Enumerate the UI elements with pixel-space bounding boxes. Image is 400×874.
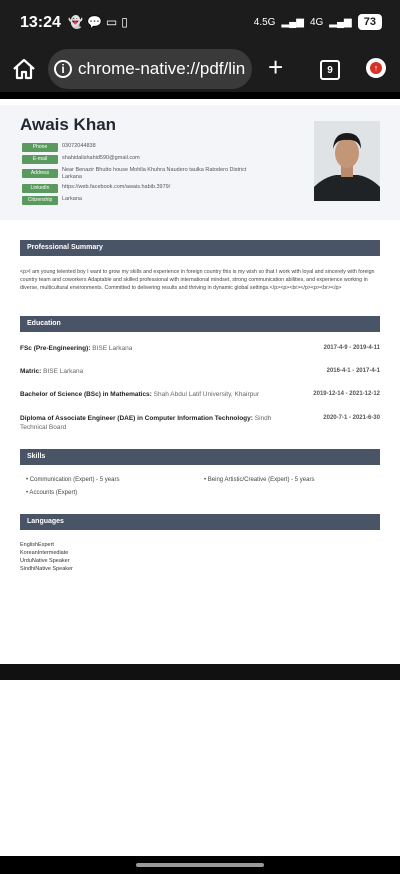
contact-row xyxy=(22,155,262,164)
contact-label: Citizenship xyxy=(22,196,58,205)
section-skills: Skills xyxy=(20,449,380,465)
status-time: 13:24 xyxy=(20,14,61,31)
contact-row xyxy=(22,167,262,181)
resume-name: Awais Khan xyxy=(20,115,117,134)
contact-list xyxy=(22,143,262,208)
notification-icons xyxy=(68,15,128,29)
contact-label: Address xyxy=(22,169,58,178)
contact-row xyxy=(22,184,262,193)
video-icon: ▭ xyxy=(105,15,118,29)
battery-indicator: 73 xyxy=(358,14,382,30)
menu-icon[interactable] xyxy=(366,58,386,78)
resume-header xyxy=(0,105,400,220)
education-item xyxy=(20,368,380,375)
snapchat-icon: 👻 xyxy=(68,15,83,29)
url-bar[interactable] xyxy=(48,49,252,89)
edu-institution: BISE Larkana xyxy=(43,368,84,375)
summary-text: <p>I am young telented boy I want to grow my skills and experience in foreign country this is my wish so that I work with loyal and sincerely with foreign country team and coworkers Adaptable and skilled professional with international mindset, strong communication abilities, and experience working in diverse, multicultural environments. Committed to delivering results and thriving in dynamic global settings.</p><p><br></p><p><br></p> xyxy=(20,269,375,291)
contact-value: Near Benazir Bhutto house Mohlla Khuhra Naudero taulka Ratodero District Larkana xyxy=(62,167,247,180)
next-page-area[interactable] xyxy=(0,680,400,856)
plus-icon[interactable]: + xyxy=(268,52,284,82)
edu-institution: Shah Abdul Latif University, Khairpur xyxy=(153,391,260,398)
edu-institution: Sindh Technical Board xyxy=(20,415,272,431)
contact-value[interactable]: https://web.facebook.com/awais.habib.3979/ xyxy=(62,184,171,190)
signal-icon: ▂▄▆ xyxy=(281,16,304,28)
edu-dates: 2017-4-9 - 2019-4-11 xyxy=(323,345,380,351)
message-icon: 💬 xyxy=(86,15,102,29)
language-item: KoreanIntermediate xyxy=(20,550,69,556)
vibrate-icon: ▯ xyxy=(121,15,128,29)
language-item: UrduNative Speaker xyxy=(20,558,70,564)
edu-dates: 2020-7-1 - 2021-6-30 xyxy=(323,415,380,421)
edu-degree: Bachelor of Science (BSc) in Mathematics: xyxy=(20,391,152,398)
contact-value: shahidalishahid590@gmail.com xyxy=(62,155,140,161)
education-item xyxy=(20,414,380,432)
contact-row xyxy=(22,143,262,152)
contact-label: LinkedIn xyxy=(22,184,58,193)
contact-row xyxy=(22,196,262,205)
info-icon[interactable]: i xyxy=(54,60,72,78)
navigation-bar xyxy=(0,856,400,874)
section-languages: Languages xyxy=(20,514,380,530)
skill-item: • Accounts (Expert) xyxy=(26,490,78,496)
edu-degree: FSc (Pre-Engineering): xyxy=(20,345,91,352)
contact-value: Larkana xyxy=(62,196,82,202)
pdf-page[interactable] xyxy=(0,99,400,664)
network-indicator-2: 4G xyxy=(309,16,324,28)
section-professional-summary: Professional Summary xyxy=(20,240,380,256)
contact-value: 03072044838 xyxy=(62,143,96,149)
skill-item: • Communication (Expert) - 5 years xyxy=(26,477,120,483)
signal-icon-2: ▂▄▆ xyxy=(329,16,352,28)
update-badge-icon: ↑ xyxy=(370,62,382,74)
profile-photo xyxy=(314,121,380,201)
edu-degree: Diploma of Associate Engineer (DAE) in Computer Information Technology: xyxy=(20,415,253,422)
tab-switcher-icon[interactable]: 9 xyxy=(320,60,340,80)
skill-item: • Being Artistic/Creative (Expert) - 5 years xyxy=(204,477,315,483)
section-education: Education xyxy=(20,316,380,332)
network-indicator-1: 4.5G xyxy=(253,16,276,28)
home-icon[interactable] xyxy=(12,58,36,84)
language-item: EnglishExpert xyxy=(20,542,54,548)
edu-dates: 2019-12-14 - 2021-12-12 xyxy=(313,391,380,397)
language-item: SindhiNative Speaker xyxy=(20,566,73,572)
gesture-handle[interactable] xyxy=(136,863,264,867)
contact-label: Phone xyxy=(22,143,58,152)
url-text[interactable]: chrome-native://pdf/lin xyxy=(78,59,246,78)
status-right xyxy=(254,14,382,30)
edu-institution: BISE Larkana xyxy=(92,345,133,352)
education-item xyxy=(20,391,380,398)
contact-label: E-mail xyxy=(22,155,58,164)
page-gap xyxy=(0,664,400,680)
edu-degree: Matric: xyxy=(20,368,42,375)
education-item xyxy=(20,345,380,352)
browser-toolbar xyxy=(0,46,400,92)
edu-dates: 2016-4-1 - 2017-4-1 xyxy=(326,368,380,374)
status-bar xyxy=(0,0,400,46)
